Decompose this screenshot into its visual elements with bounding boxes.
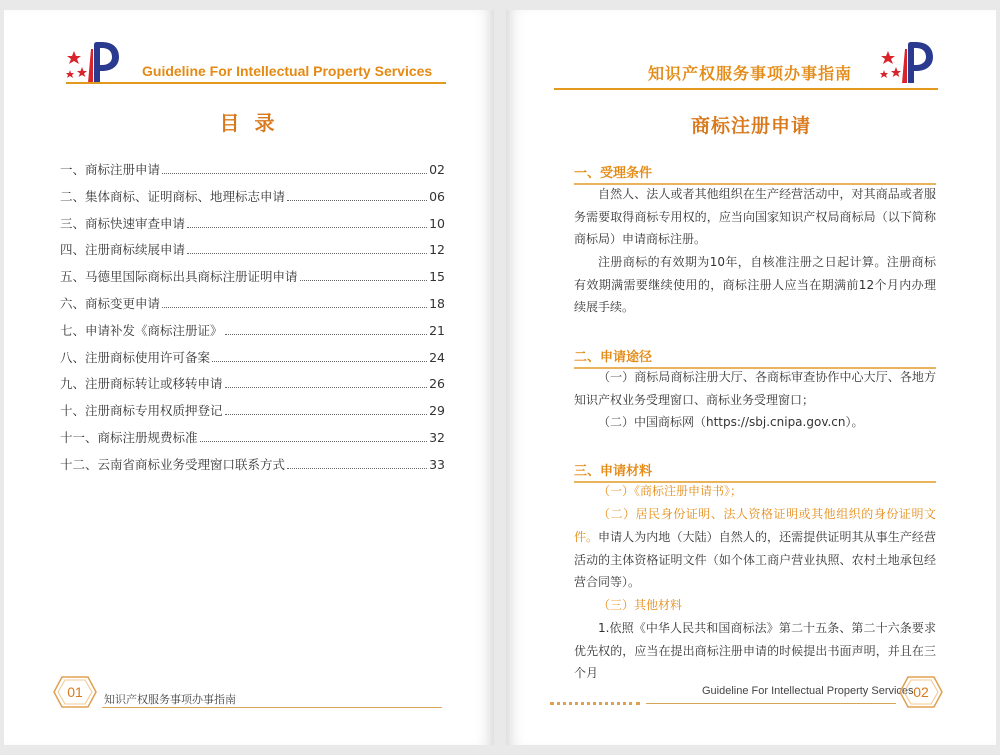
paragraph: （二）中国商标网（https://sbj.cnipa.gov.cn）。 [598,415,864,429]
toc-entry-title: 二、集体商标、证明商标、地理标志申请 [60,188,286,204]
toc-entry-page: 32 [429,429,445,445]
toc-dot-leader [162,173,427,174]
toc-dot-leader [225,414,428,415]
paragraph: 申请人为内地（大陆）自然人的，还需提供证明其从事生产经营活动的主体资格证明文件（如个体工商户营业执照、农村土地承包经营合同等）。 [574,530,936,589]
page-number-badge [898,675,944,709]
toc-dot-leader [200,441,428,442]
toc-entry [60,214,445,241]
toc-entry [60,160,445,187]
header-title-en: Guideline For Intellectual Property Services [142,63,433,79]
toc-entry-title: 十一、商标注册规费标准 [60,429,198,445]
toc-entry [60,321,445,348]
toc-entry-page: 29 [429,403,445,419]
toc-entry-title: 三、商标快速审查申请 [60,215,186,231]
toc-entry [60,374,445,401]
header-rule [66,82,446,84]
paragraph: 自然人、法人或者其他组织在生产经营活动中，对其商品或者服务需要取得商标专用权的，应当向国家知识产权局商标局（以下简称商标局）申请商标注册。 [574,187,936,246]
toc-dot-leader [225,387,428,388]
material-item: （一）《商标注册申请书》； [598,484,743,498]
toc-entry [60,187,445,214]
toc-entry-page: 26 [429,376,445,392]
material-item: （三）其他材料 [598,598,683,612]
toc-dot-leader [187,227,427,228]
page-number: 01 [67,684,83,700]
header-title-cn: 知识产权服务事项办事指南 [648,64,853,83]
toc-entry-title: 七、申请补发《商标注册证》 [60,322,223,338]
toc-entry [60,401,445,428]
toc-entry [60,455,445,482]
toc-entry [60,428,445,455]
toc-entry-title: 十、注册商标专用权质押登记 [60,403,223,419]
toc-entry-page: 33 [429,456,445,472]
toc-entry-page: 06 [429,188,445,204]
toc-entry-page: 02 [429,162,445,177]
left-page [4,10,494,745]
footer-rule [102,707,442,708]
toc-entry-page: 24 [429,349,445,365]
ip-logo-icon [878,37,938,87]
header-rule [554,88,938,90]
paragraph: 注册商标的有效期为10年，自核准注册之日起计算。注册商标有效期满需要继续使用的，商标注册人应当在期满前12个月内办理续展手续。 [574,255,936,314]
paragraph: （一）商标局商标注册大厅、各商标审查协作中心大厅、各地方知识产权业务受理窗口、商标业务受理窗口； [574,370,936,407]
toc-entry-title: 八、注册商标使用许可备案 [60,349,211,365]
toc-entry-title: 四、注册商标续展申请 [60,242,186,258]
footer-text: 知识产权服务事项办事指南 [104,693,236,706]
section-page-title: 商标注册申请 [690,115,811,137]
toc-entry-title: 五、马德里国际商标出具商标注册证明申请 [60,269,298,285]
toc-entry-page: 21 [429,322,445,338]
page-number-badge [52,675,98,709]
footer-text: Guideline For Intellectual Property Services [702,685,914,697]
table-of-contents [60,160,445,482]
toc-dot-leader [212,361,427,362]
material-item: （二）居民身份证明、法人资格证明或其他组织的身份证明文件。 [574,507,936,544]
toc-entry-page: 18 [429,295,445,311]
toc-entry-title: 一、商标注册申请 [60,162,161,177]
section-heading: 一、受理条件 [574,162,936,185]
toc-entry-page: 10 [429,215,445,231]
toc-dot-leader [187,253,427,254]
toc-entry-page: 15 [429,269,445,285]
section-heading: 二、申请途径 [574,346,936,369]
toc-dot-leader [162,307,427,308]
right-page [506,10,996,745]
toc-entry-page: 12 [429,242,445,258]
toc-entry [60,294,445,321]
page-number: 02 [913,684,929,700]
paragraph: 1.依照《中华人民共和国商标法》第二十五条、第二十六条要求优先权的，应当在提出商标注册申请的时候提出书面声明，并且在三个月 [574,621,936,680]
toc-title: 目 录 [219,111,279,135]
section-heading: 三、申请材料 [574,460,936,483]
toc-entry-title: 六、商标变更申请 [60,295,161,311]
toc-dot-leader [300,280,428,281]
toc-dot-leader [287,468,427,469]
footer-rule [646,703,896,704]
footer-dots [550,698,640,705]
toc-entry-title: 九、注册商标转让或移转申请 [60,376,223,392]
toc-entry [60,267,445,294]
toc-entry [60,240,445,267]
toc-entry-title: 十二、云南省商标业务受理窗口联系方式 [60,456,286,472]
toc-dot-leader [287,200,427,201]
ip-logo-icon [64,37,124,87]
toc-entry [60,348,445,375]
toc-dot-leader [225,334,428,335]
